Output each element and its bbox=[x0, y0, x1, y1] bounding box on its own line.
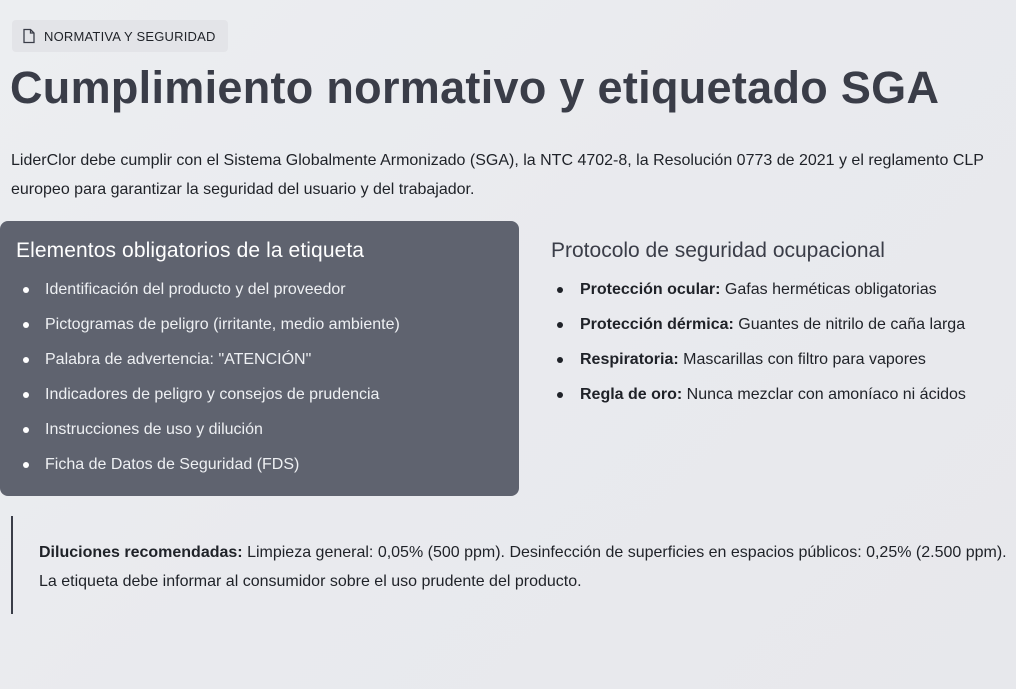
label-card-heading: Elementos obligatorios de la etiqueta bbox=[16, 239, 365, 262]
protocol-term: Regla de oro: bbox=[580, 386, 683, 403]
list-item: Ficha de Datos de Seguridad (FDS) bbox=[16, 453, 503, 488]
protocol-text: Mascarillas con filtro para vapores bbox=[678, 351, 926, 368]
safety-protocol-section bbox=[551, 239, 1013, 418]
list-item: Identificación del producto y del proveedor bbox=[16, 278, 503, 313]
protocol-list bbox=[551, 278, 1013, 418]
label-elements-card bbox=[0, 221, 519, 496]
list-item bbox=[551, 348, 1013, 383]
protocol-text: Nunca mezclar con amoníaco ni ácidos bbox=[682, 386, 966, 403]
dilution-note bbox=[11, 516, 1011, 614]
protocol-text: Gafas herméticas obligatorias bbox=[720, 281, 937, 298]
list-item: Instrucciones de uso y dilución bbox=[16, 418, 503, 453]
list-item: Palabra de advertencia: "ATENCIÓN" bbox=[16, 348, 503, 383]
list-item bbox=[551, 383, 1013, 418]
page-title: Cumplimiento normativo y etiquetado SGA bbox=[10, 62, 940, 113]
note-text: Limpieza general: 0,05% (500 ppm). Desinfección de superficies en espacios públicos: 0,25% (2.500 ppm). La etiqueta debe informar al consumidor sobre el uso prudente del producto. bbox=[39, 544, 1007, 590]
protocol-term: Protección dérmica: bbox=[580, 316, 734, 333]
list-item bbox=[551, 278, 1013, 313]
list-item: Indicadores de peligro y consejos de prudencia bbox=[16, 383, 503, 418]
label-elements-list bbox=[16, 278, 503, 488]
protocol-term: Protección ocular: bbox=[580, 281, 721, 298]
protocol-text: Guantes de nitrilo de caña larga bbox=[733, 316, 966, 333]
intro-paragraph: LiderClor debe cumplir con el Sistema Globalmente Armonizado (SGA), la NTC 4702-8, la Resolución 0773 de 2021 y el reglamento CLP europeo para garantizar la seguridad del usuario y del trabajador. bbox=[11, 152, 984, 198]
section-tag bbox=[12, 20, 228, 52]
protocol-term: Respiratoria: bbox=[580, 351, 679, 368]
list-item: Pictogramas de peligro (irritante, medio ambiente) bbox=[16, 313, 503, 348]
section-tag-label: NORMATIVA Y SEGURIDAD bbox=[44, 28, 216, 44]
note-term: Diluciones recomendadas: bbox=[39, 544, 243, 561]
list-item bbox=[551, 313, 1013, 348]
protocol-heading: Protocolo de seguridad ocupacional bbox=[551, 239, 885, 262]
document-icon bbox=[22, 28, 36, 44]
